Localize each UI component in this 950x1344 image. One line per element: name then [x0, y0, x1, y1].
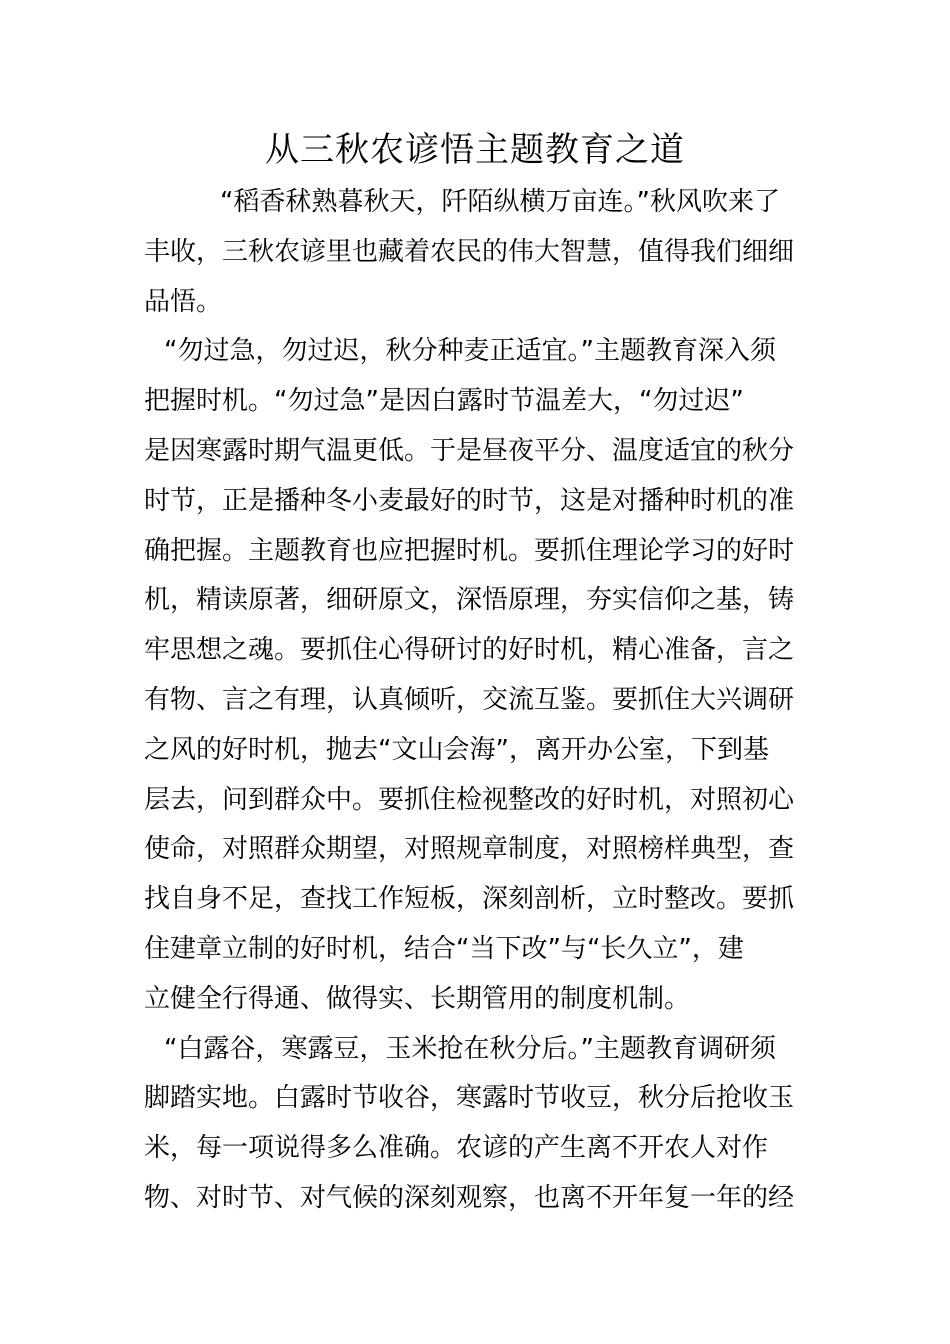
paragraph-3-line-3: 米，每一项说得多么准确。农谚的产生离不开农人对作	[144, 1133, 769, 1164]
paragraph-2-line-1: “勿过急，勿过迟，秋分种麦正适宜。”主题教育深入须	[164, 336, 776, 367]
paragraph-2-line-8: 有物、言之有理，认真倾听，交流互鉴。要抓住大兴调研	[144, 684, 795, 715]
paragraph-2-line-13: 住建章立制的好时机，结合“当下改”与“长久立”，建	[144, 933, 744, 964]
paragraph-2-line-11: 使命，对照群众期望，对照规章制度，对照榜样典型，查	[144, 834, 795, 865]
document-body	[144, 178, 808, 1224]
paragraph-2-line-14: 立健全行得通、做得实、长期管用的制度机制。	[144, 983, 691, 1014]
paragraph-2-line-6: 机，精读原著，细研原文，深悟原理，夯实信仰之基，铸	[144, 585, 795, 616]
paragraph-1-line-3: 品悟。	[144, 286, 223, 317]
paragraph-2-line-10: 层去，问到群众中。要抓住检视整改的好时机，对照初心	[144, 784, 795, 815]
paragraph-2-line-12: 找自身不足，查找工作短板，深刻剖析，立时整改。要抓	[144, 884, 795, 915]
paragraph-2-line-9: 之风的好时机，抛去“文山会海”，离开办公室，下到基	[144, 734, 769, 765]
paragraph-2-line-3: 是因寒露时期气温更低。于是昼夜平分、温度适宜的秋分	[144, 435, 795, 466]
paragraph-1-line-2: 丰收，三秋农谚里也藏着农民的伟大智慧，值得我们细细	[144, 236, 795, 267]
paragraph-1-line-1: “稻香秫熟暮秋天，阡陌纵横万亩连。”秋风吹来了	[220, 187, 780, 217]
paragraph-2-line-4: 时节，正是播种冬小麦最好的时节，这是对播种时机的准	[144, 485, 795, 516]
document-title: 从三秋农谚悟主题教育之道	[265, 130, 685, 170]
paragraph-2-line-5: 确把握。主题教育也应把握时机。要抓住理论学习的好时	[144, 535, 795, 566]
paragraph-2-line-7: 牢思想之魂。要抓住心得研讨的好时机，精心准备，言之	[144, 635, 795, 666]
paragraph-2-line-2: 把握时机。“勿过急”是因白露时节温差大，“勿过迟”	[144, 386, 744, 417]
paragraph-3-line-1: “白露谷，寒露豆，玉米抢在秋分后。”主题教育调研须	[164, 1033, 776, 1064]
paragraph-3-line-4: 物、对时节、对气候的深刻观察，也离不开年复一年的经	[144, 1182, 795, 1213]
paragraph-3-line-2: 脚踏实地。白露时节收谷，寒露时节收豆，秋分后抢收玉	[144, 1083, 795, 1114]
